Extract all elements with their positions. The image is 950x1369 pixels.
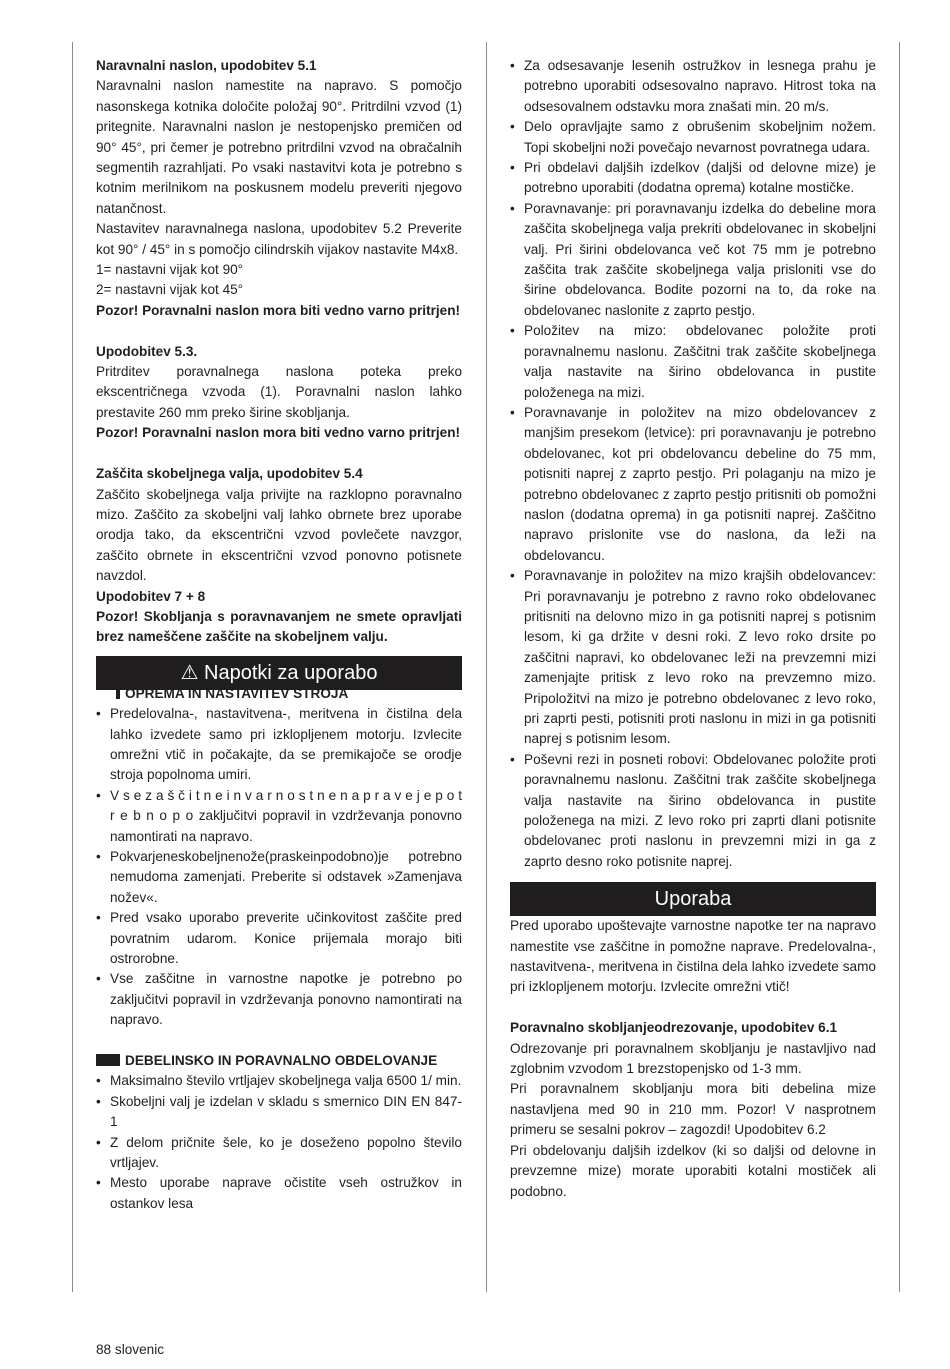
subsection-heading-text: OPREMA IN NASTAVITEV STROJA: [125, 685, 349, 701]
subsection-heading: [96, 1051, 462, 1071]
left-column: [96, 56, 462, 1214]
warning-text: Pozor! Skobljanja s poravnavanjem ne smete opravljati brez nameščene zaščite na skobeljnem valju.: [96, 608, 462, 645]
list-item: • Mesto uporabe naprave očistite vseh ostružkov in ostankov lesa: [96, 1173, 462, 1214]
section-title: Upodobitev 5.3.: [96, 343, 198, 359]
heading-marker: [96, 1054, 120, 1066]
list-item: • Položitev na mizo: obdelovanec položite proti poravnalnemu naslonu. Zaščitni trak zaščite skobeljnega valja nastavite na širino obdelovanca in pustite položenega na mizi.: [510, 321, 876, 403]
list-item: • Z delom pričnite šele, ko je doseženo popolno število vrtljajev.: [96, 1133, 462, 1174]
list-item: • Poravnavanje in položitev na mizo krajših obdelovancev: Pri poravnavanju je potrebno z ravno roko obdelovanec pritisniti na delovno mizo in ga potisniti naprej s potisnim lesom, ki ga držite v desni roki. Z levo roko drsite po zaščitni napravi, ko obdelovanec leži na prevzemni mizi zamenjajte pritisk z levo roko na prevzemno mizo. Pripoložitvi na mizo je potrebno obdelovanec z levo roko, pri zaprti pesti, potisniti proti naslonu in mizi in ga potisniti naprej s potisnim lesom.: [510, 566, 876, 750]
list-item: • Vse zaščitne in varnostne napotke je potrebno po zaključitvi popravil in vzdrževanja ponovno namontirati na napravo.: [96, 969, 462, 1030]
subsection-heading-text: DEBELINSKO IN PORAVNALNO OBDELOVANJE: [125, 1053, 438, 1069]
bullet-list: [96, 1071, 462, 1214]
warning-text: Pozor! Poravnalni naslon mora biti vedno varno pritrjen!: [96, 425, 461, 441]
bullet-list: [96, 704, 462, 1031]
list-item: • Za odsesavanje lesenih ostružkov in lesnega prahu je potrebno uporabiti odsesovalno napravo. Hitrost toka na odsesovalnem odstavku mora znašati min. 20 m/s.: [510, 56, 876, 117]
heading-marker: [116, 687, 120, 699]
left-margin-rule: [72, 42, 73, 1292]
section-title: Zaščita skobeljnega valja, upodobitev 5.4: [96, 466, 363, 482]
banner-title: Napotki za uporabo: [204, 661, 378, 684]
paragraph: 2= nastavni vijak kot 45°: [96, 282, 244, 298]
subsection-heading: [96, 684, 462, 704]
subsection-title: Upodobitev 7 + 8: [96, 588, 206, 604]
paragraph: Odrezovanje pri poravnalnem skobljanju je nastavljivo nad zglobnim vzvodom 1 brezstopenjsko od 1-3 mm.: [510, 1040, 876, 1077]
list-item: • Pokvarjeneskobeljnenože(praskeinpodobno)je potrebno nemudoma zamenjati. Preberite si odstavek »Zamenjava nožev«.: [96, 847, 462, 908]
paragraph: Pri obdelovanju daljših izdelkov (ki so daljši od delovne in prevzemne mize) morate uporabiti kotalni mostiček ali podobno.: [510, 1142, 876, 1199]
list-item: • Maksimalno število vrtljajev skobeljnega valja 6500 1/ min.: [96, 1071, 462, 1091]
warning-triangle-icon: ⚠: [180, 661, 199, 684]
list-item: • Poševni rezi in posneti robovi: Obdelovanec položite proti poravnalnemu naslonu. Zaščitni trak zaščite skobeljnega valja nastavite na širino obdelovanca in pustite položenega na mizi. Z levo roko pri zaprti dlani potisnite obdelovanec proti naslonu in prevzemni mizi in ga z zaprto desno roko potisnite naprej.: [510, 750, 876, 872]
section-title: Naravnalni naslon, upodobitev 5.1: [96, 58, 317, 73]
list-item: • Delo opravljajte samo z obrušenim skobeljnim nožem. Topi skobeljni noži povečajo nevarnost povratnega udara.: [510, 117, 876, 158]
paragraph: Zaščito skobeljnega valja privijte na razklopno poravnalno mizo. Zaščito za skobeljni valj lahko obrnete brez uporabe orodja tako, da ekscentrični vzvod povlečete navzgor, zaščito obrnete in ekscentrični vzvod ponovno potisnete navzdol.: [96, 486, 462, 584]
warning-text: Pozor! Poravnalni naslon mora biti vedno varno pritrjen!: [96, 302, 461, 318]
list-item: • Poravnavanje: pri poravnavanju izdelka do debeline mora zaščita skobeljnega valja prekriti obdelovanec in skobeljni valj. Pri širini obdelovanca več kot 75 mm je potrebno zaščita trak zaščite skobeljnega valja prisloniti vse do širine obdelovanca. Bodite pozorni na to, da roke na obdelovanec naslonite z zaprto pestjo.: [510, 199, 876, 321]
paragraph: Naravnalni naslon namestite na napravo. S pomočjo nasonskega kotnika določite položaj 90°. Pritrdilni vzvod (1) pritegnite. Naravnalni naslon je nestopenjsko premičen od 90° 45°, pri čemer je potrebno pritrdilni vzvod na obračalnih segmentih razrahljati. Po vsaki nastavitvi kota je potrebno s kotnim merilnikom na poskusnem modelu preveriti njegovo natančnost.: [96, 78, 462, 216]
list-item: • Pri obdelavi daljših izdelkov (daljši od delovne mize) je potrebno uporabiti (dodatna oprema) kotalne mostičke.: [510, 158, 876, 199]
list-item: • Skobeljni valj je izdelan v skladu s smernico DIN EN 847-1: [96, 1092, 462, 1133]
paragraph: Pri poravnalnem skobljanju mora biti debelina mize nastavljena med 90 in 210 mm. Pozor! V nasprotnem primeru se sesalni pokrov – zagozdi! Upodobitev 6.2: [510, 1081, 876, 1138]
paragraph: Pred uporabo upoštevajte varnostne napotke ter na napravo namestite vse zaščitne in pomožne naprave. Predelovalna-, nastavitvena-, meritvena in čistilna dela lahko izvedete samo pri izklopljenem motorju. Izvlecite omrežni vtič!: [510, 918, 876, 995]
paragraph: 1= nastavni vijak kot 90°: [96, 262, 244, 278]
list-item: • Pred vsako uporabo preverite učinkovitost zaščite pred povratnim udarom. Konice prijemala morajo biti ostrorobne.: [96, 908, 462, 969]
page-footer: 88 slovenic: [96, 1342, 165, 1357]
section-title: Poravnalno skobljanjeodrezovanje, upodobitev 6.1: [510, 1020, 838, 1036]
column-divider-rule: [486, 42, 487, 1292]
list-item: • Predelovalna-, nastavitvena-, meritvena in čistilna dela lahko izvedete samo pri izklopljenem motorju. Izvlecite omrežni vtič in počakajte, da se premikajoče se orodje stroja popolnoma umiri.: [96, 704, 462, 786]
banner-title: Uporaba: [654, 888, 732, 911]
list-item: • V s e z a š č i t n e i n v a r n o s t n e n a p r a v e j e p o t r e b n o p o zaključitvi popravil in vzdrževanja ponovno namontirati na napravo.: [96, 786, 462, 847]
paragraph: Pritrditev poravnalnega naslona poteka preko ekscentričnega vzvoda (1). Poravnalni naslon lahko prestavite 260 mm preko širine skobljanja.: [96, 364, 462, 420]
right-margin-rule: [899, 42, 900, 1292]
bullet-list: [510, 56, 876, 872]
usage-banner: [510, 882, 876, 916]
list-item: • Poravnavanje in položitev na mizo obdelovancev z manjšim presekom (letvice): pri poravnavanju je potrebno obdelovanec, kot pri obdelovancu debeline do 75 mm, potisniti naprej z zaprto pestjo. Pri polaganju na mizo je potrebno obdelovanec z zaprto pestjo pritisniti ob pomožni naslon (dodatna oprema) in ga potisniti naprej. Zaščitno napravo prislonite vse do naslona, da leži na obdelovancu.: [510, 403, 876, 566]
right-column: [510, 56, 876, 1202]
paragraph: Nastavitev naravnalnega naslona, upodobitev 5.2 Preverite kot 90° / 45° in s pomočjo cilindrskih vijakov nastavite M4x8.: [96, 221, 462, 257]
